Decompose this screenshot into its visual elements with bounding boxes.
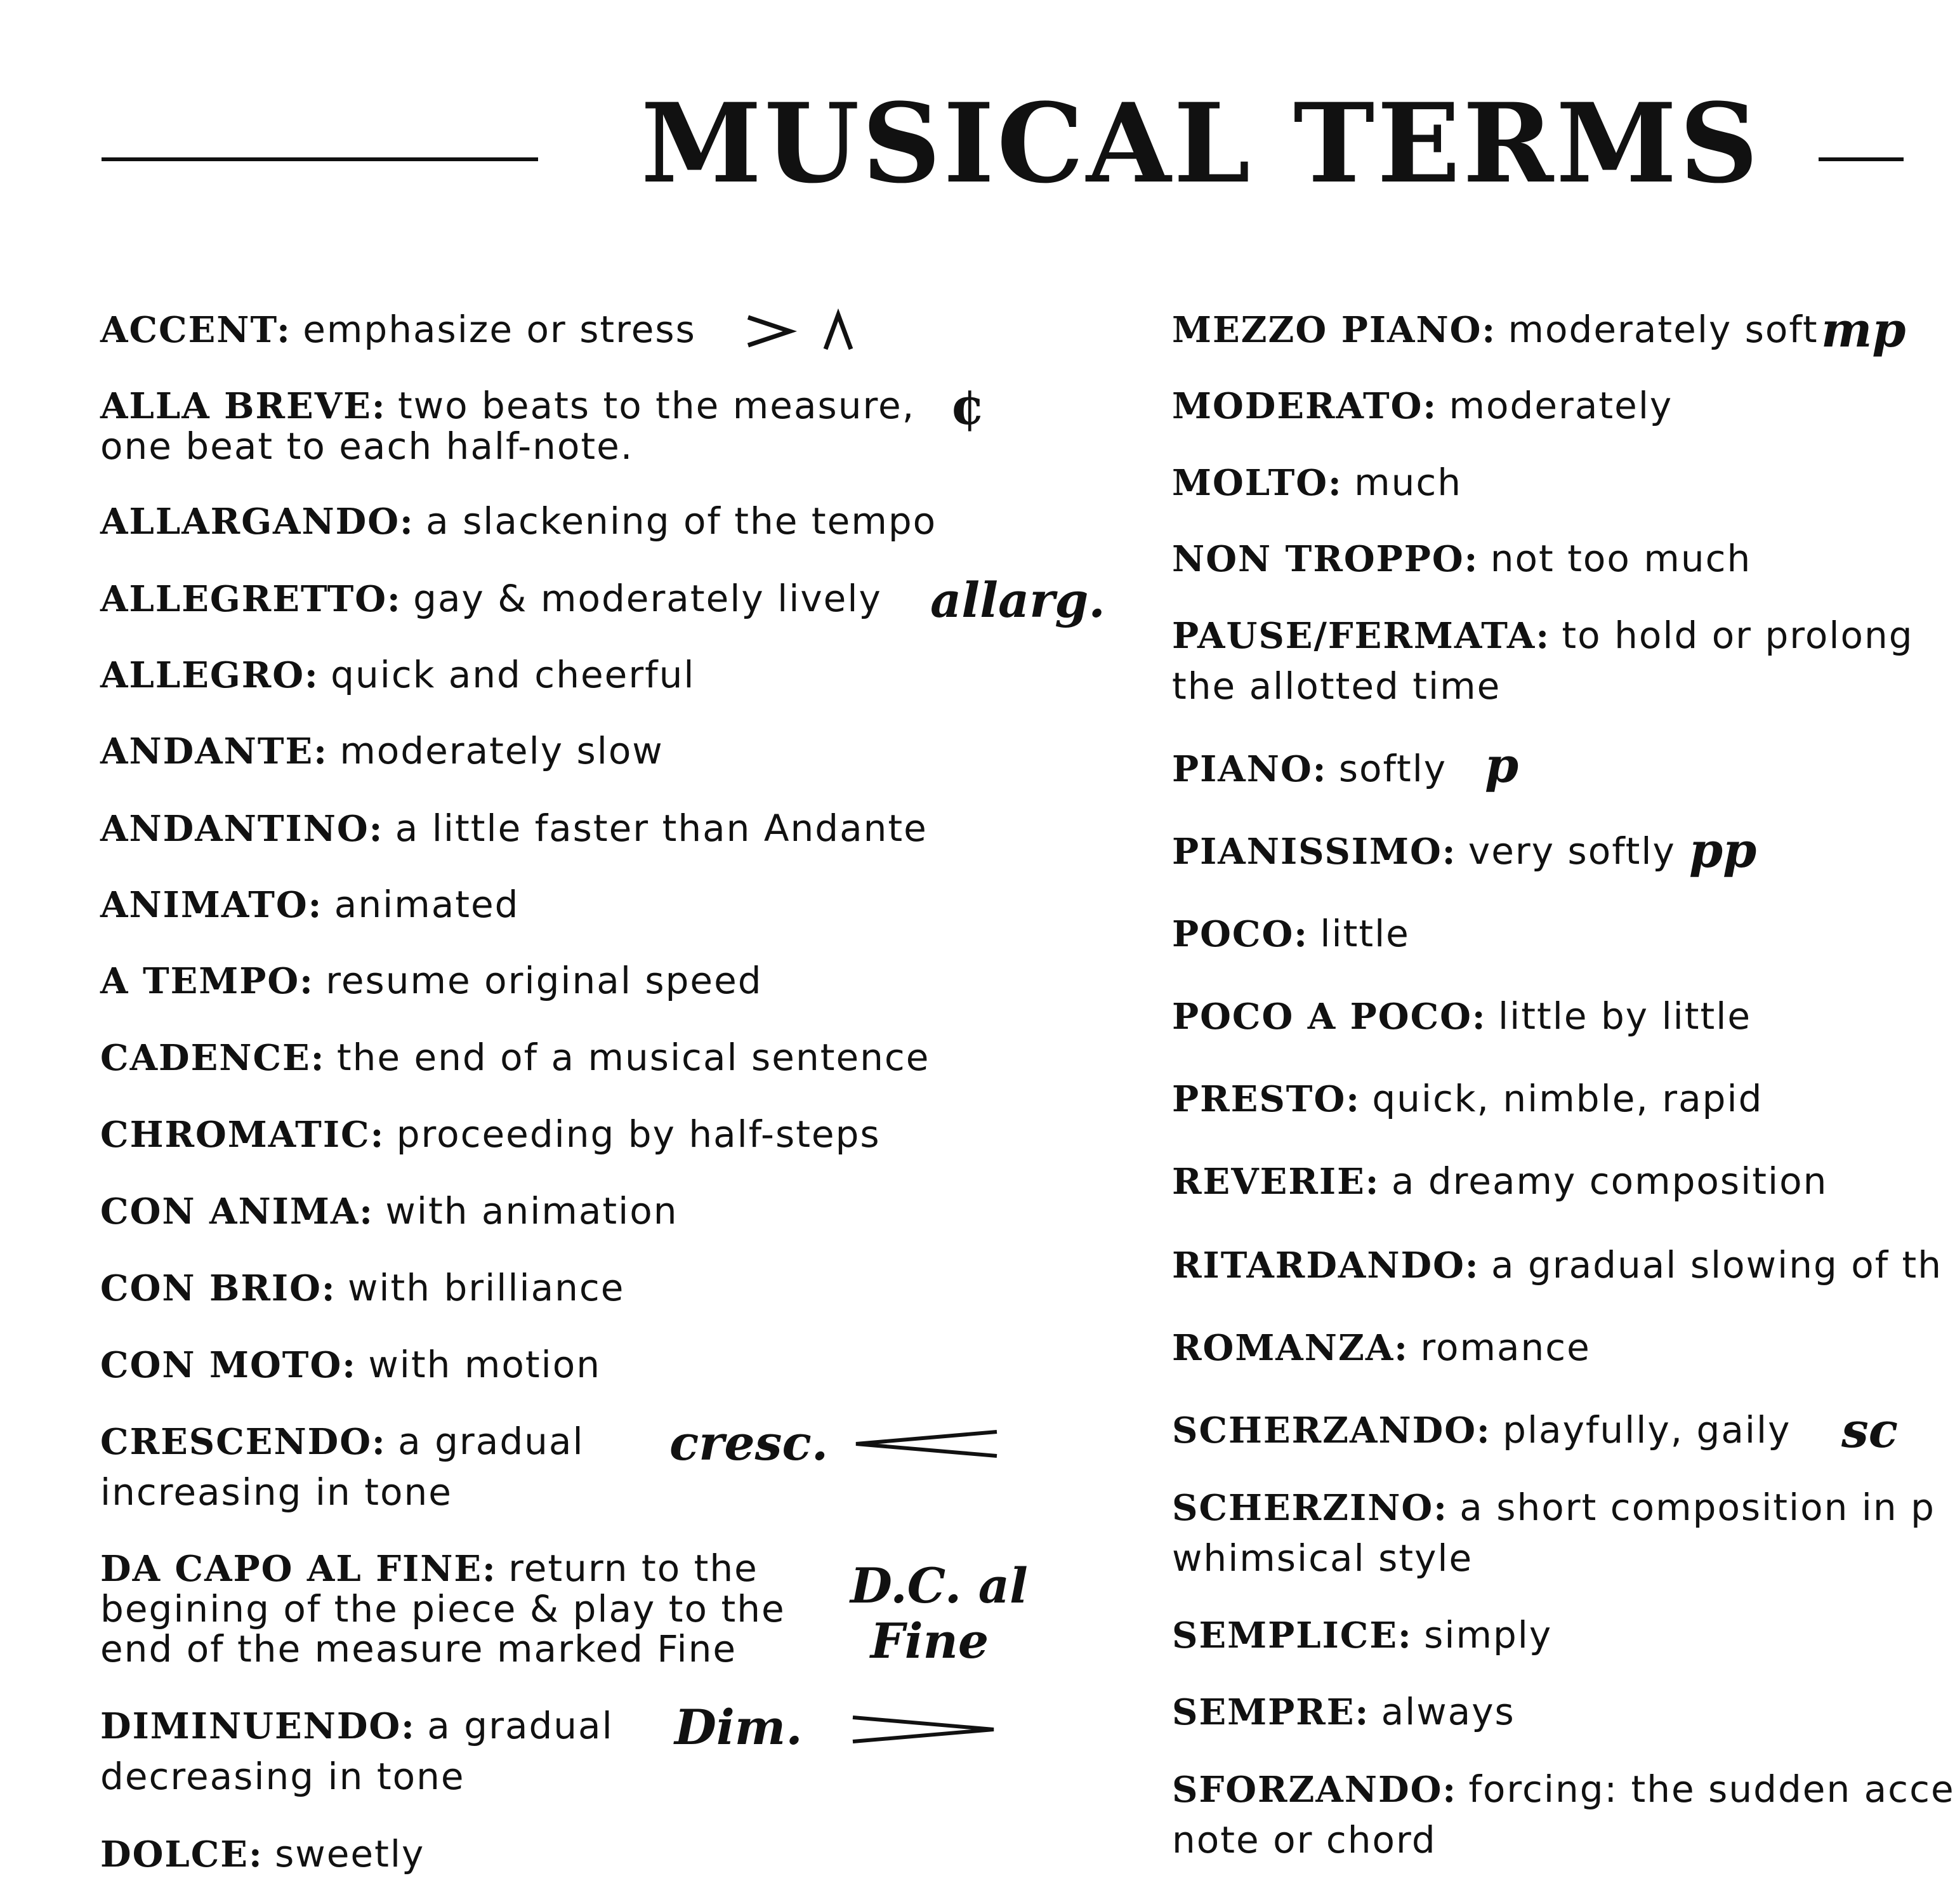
term: CON ANIMA: — [100, 1191, 374, 1233]
term: A TEMPO: — [100, 960, 314, 1002]
term: ALLARGANDO: — [100, 501, 414, 543]
definition: return to the — [508, 1547, 758, 1590]
definition: quick and cheerful — [331, 653, 695, 696]
definition: very softly — [1468, 830, 1676, 873]
definition: forcing: the sudden acce — [1468, 1768, 1955, 1811]
term: ANIMATO: — [100, 884, 323, 926]
term: MEZZO PIANO: — [1172, 309, 1497, 351]
definition: with animation — [385, 1189, 678, 1233]
entry-accent — [100, 310, 696, 350]
term: CON BRIO: — [100, 1267, 336, 1309]
entry-animato — [100, 885, 519, 925]
definition: romance — [1420, 1326, 1591, 1369]
entry-pianissimo — [1172, 831, 1676, 872]
definition: moderately soft — [1508, 308, 1819, 351]
term: PIANISSIMO: — [1172, 831, 1457, 873]
entry-allegretto — [100, 579, 882, 619]
term: DA CAPO AL FINE: — [100, 1548, 497, 1590]
piano-p-symbol: p — [1485, 737, 1519, 793]
entry-romanza — [1172, 1328, 1591, 1368]
definition: with brilliance — [348, 1266, 625, 1309]
definition-line-2: the allotted time — [1172, 664, 1501, 708]
term: SCHERZANDO: — [1172, 1410, 1491, 1451]
entry-scherzino — [1172, 1488, 1935, 1578]
pianissimo-pp-symbol: pp — [1689, 822, 1757, 878]
entry-presto — [1172, 1079, 1763, 1120]
definition-line-2: whimsical style — [1172, 1537, 1473, 1580]
allarg-symbol: allarg. — [930, 572, 1105, 628]
term: ALLEGRO: — [100, 654, 319, 696]
dim-symbol: Dim. — [675, 1699, 803, 1755]
entry-a-tempo — [100, 961, 763, 1002]
term: MOLTO: — [1172, 462, 1343, 504]
entry-diminuendo — [100, 1706, 614, 1797]
term: CRESCENDO: — [100, 1421, 386, 1463]
term: MODERATO: — [1172, 385, 1438, 427]
term: POCO A POCO: — [1172, 996, 1487, 1038]
definition: a gradual — [398, 1420, 584, 1463]
entry-scherzando — [1172, 1410, 1791, 1451]
definition-line-2: increasing in tone — [100, 1471, 452, 1514]
page-title: MUSICAL TERMS — [641, 79, 1761, 208]
term: SCHERZINO: — [1172, 1487, 1448, 1529]
crescendo-hairpin-icon — [853, 1428, 999, 1460]
entry-pause-fermata — [1172, 616, 1914, 706]
entry-poco — [1172, 914, 1410, 955]
definition: not too much — [1490, 537, 1752, 580]
entry-da-capo-al-fine — [100, 1549, 786, 1669]
entry-dolce — [100, 1834, 425, 1875]
definition: a little faster than Andante — [395, 807, 928, 850]
term: DIMINUENDO: — [100, 1705, 416, 1747]
entry-non-troppo — [1172, 539, 1751, 579]
entry-con-moto — [100, 1345, 601, 1385]
alla-breve-symbol: ¢ — [950, 376, 985, 436]
definition: little — [1320, 912, 1410, 955]
mp-symbol: mp — [1821, 301, 1906, 358]
definition: much — [1354, 461, 1463, 504]
term: PIANO: — [1172, 748, 1327, 790]
definition: resume original speed — [326, 959, 763, 1002]
term: ALLEGRETTO: — [100, 578, 402, 620]
definition: animated — [334, 883, 520, 926]
definition: a gradual — [427, 1704, 614, 1747]
entry-andante — [100, 731, 664, 772]
definition: the end of a musical sentence — [336, 1036, 930, 1079]
entry-mezzo-piano — [1172, 310, 1819, 350]
term: ACCENT: — [100, 309, 291, 351]
term: POCO: — [1172, 913, 1308, 955]
term: DOLCE: — [100, 1834, 263, 1875]
definition: with motion — [368, 1343, 601, 1386]
definition: always — [1381, 1690, 1515, 1733]
entry-semplice — [1172, 1615, 1552, 1656]
entry-piano — [1172, 749, 1447, 790]
definition: to hold or prolong — [1562, 614, 1914, 657]
term: SFORZANDO: — [1172, 1769, 1458, 1811]
definition: a dreamy composition — [1391, 1160, 1828, 1203]
entry-sempre — [1172, 1692, 1515, 1733]
definition: a short composition in p — [1459, 1486, 1935, 1529]
entry-andantino — [100, 809, 928, 849]
title-rule-left — [102, 157, 538, 161]
term: ROMANZA: — [1172, 1327, 1409, 1369]
definition: proceeding by half-steps — [396, 1113, 881, 1156]
entry-crescendo — [100, 1422, 584, 1512]
entry-moderato — [1172, 386, 1673, 426]
definition-line-2: begining of the piece & play to the — [100, 1587, 786, 1630]
dc-al-text: D.C. al — [850, 1557, 1028, 1614]
definition-line-2: one beat to each half-note. — [100, 425, 634, 468]
term: CHROMATIC: — [100, 1114, 385, 1156]
diminuendo-hairpin-icon — [850, 1714, 996, 1745]
entry-allegro — [100, 655, 695, 696]
definition: quick, nimble, rapid — [1372, 1077, 1763, 1120]
dc-fine-text: Fine — [870, 1613, 989, 1670]
dc-al-fine-symbol — [850, 1557, 1028, 1670]
definition: gay & moderately lively — [413, 577, 882, 620]
definition: sweetly — [275, 1832, 425, 1875]
entry-con-brio — [100, 1268, 624, 1309]
entry-molto — [1172, 463, 1462, 503]
term: SEMPLICE: — [1172, 1615, 1412, 1656]
accent-marks-icon — [746, 310, 860, 354]
definition: simply — [1424, 1613, 1553, 1656]
definition: softly — [1338, 747, 1447, 790]
definition: moderately slow — [339, 729, 664, 772]
entry-con-anima — [100, 1191, 678, 1232]
definition-line-3: end of the measure marked Fine — [100, 1627, 737, 1670]
definition: moderately — [1449, 384, 1673, 427]
term: NON TROPPO: — [1172, 538, 1479, 580]
term: RITARDANDO: — [1172, 1245, 1480, 1286]
title-rule-right — [1819, 157, 1904, 161]
entry-reverie — [1172, 1161, 1827, 1202]
definition: a slackening of the tempo — [426, 499, 937, 543]
term: SEMPRE: — [1172, 1691, 1370, 1733]
term: PRESTO: — [1172, 1078, 1360, 1120]
definition-line-2: note or chord — [1172, 1818, 1437, 1861]
entry-allargando — [100, 501, 937, 542]
term: ANDANTINO: — [100, 808, 384, 850]
definition: playfully, gaily — [1503, 1408, 1791, 1451]
term: ALLA BREVE: — [100, 385, 386, 427]
definition: a gradual slowing of th — [1491, 1243, 1943, 1286]
entry-ritardando — [1172, 1245, 1942, 1286]
term: CADENCE: — [100, 1037, 326, 1079]
entry-alla-breve — [100, 386, 915, 466]
cresc-symbol: cresc. — [669, 1415, 829, 1471]
term: ANDANTE: — [100, 731, 328, 772]
definition: little by little — [1498, 995, 1752, 1038]
entry-chromatic — [100, 1114, 881, 1155]
entry-cadence — [100, 1038, 930, 1078]
scherz-symbol: sc — [1841, 1402, 1899, 1458]
term: PAUSE/FERMATA: — [1172, 615, 1550, 657]
term: REVERIE: — [1172, 1161, 1380, 1203]
term: CON MOTO: — [100, 1344, 357, 1386]
definition: emphasize or stress — [303, 308, 696, 351]
entry-poco-a-poco — [1172, 996, 1751, 1037]
entry-sforzando — [1172, 1769, 1955, 1860]
definition-line-2: decreasing in tone — [100, 1755, 465, 1798]
definition: two beats to the measure, — [397, 384, 916, 427]
